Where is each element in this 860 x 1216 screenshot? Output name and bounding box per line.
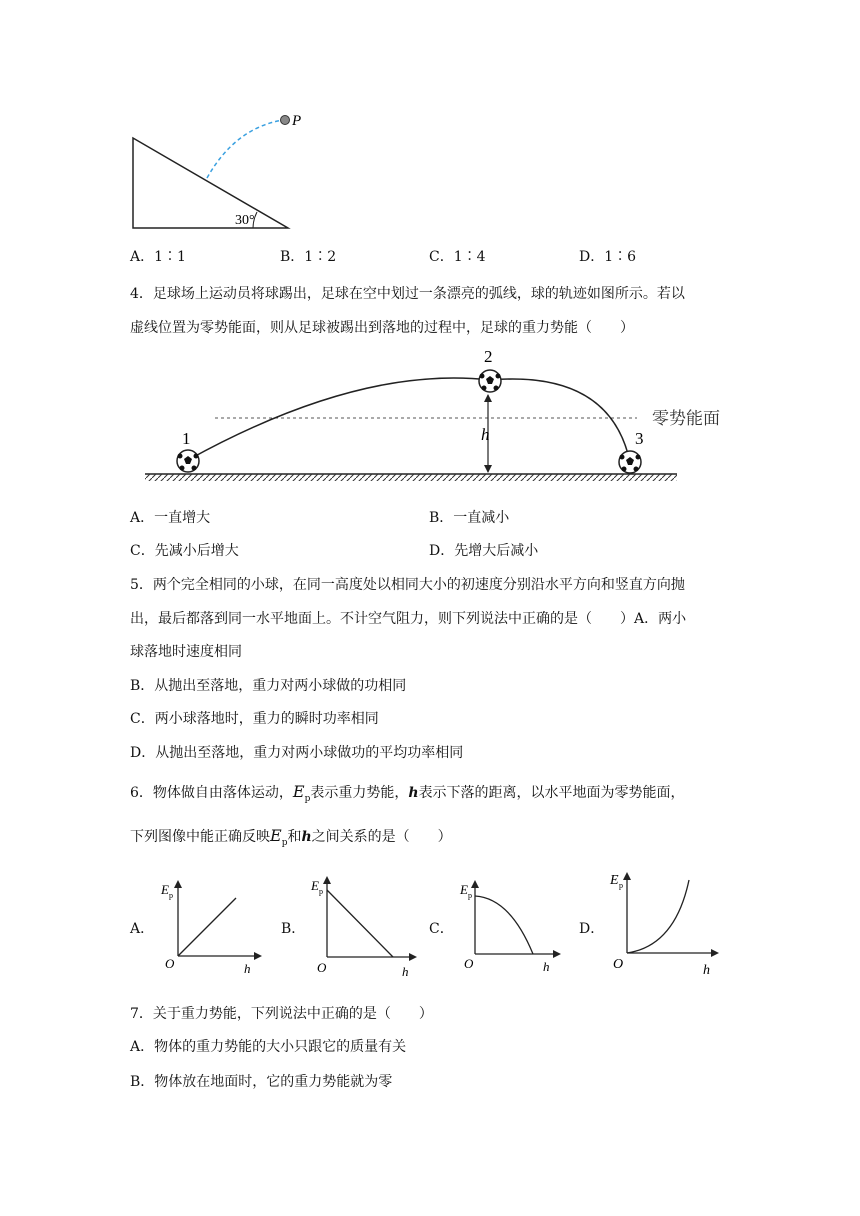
svg-text:O: O [317, 960, 327, 975]
svg-text:h: h [703, 963, 710, 978]
q5-option-c: C．两小球落地时，重力的瞬时功率相同 [130, 711, 379, 727]
q4-option-b: B．一直减小 [429, 510, 510, 526]
q4-text-line2: 虚线位置为零势能面，则从足球被踢出到落地的过程中，足球的重力势能（ ） [130, 320, 634, 336]
point-p-label: P [292, 113, 302, 129]
q6-graph-b [305, 872, 420, 980]
q6-graph-d-label: D． [579, 921, 605, 937]
ball-3 [619, 451, 641, 473]
svg-text:E: E [311, 878, 319, 893]
q5-option-d: D．从抛出至落地，重力对两小球做功的平均功率相同 [130, 745, 464, 761]
svg-text:O: O [613, 957, 624, 972]
q3-option-d: D．1∶6 [579, 249, 637, 265]
q4-option-d: D．先增大后减小 [429, 543, 539, 559]
trajectory-curve [207, 120, 283, 178]
q5-text-line3: 球落地时速度相同 [130, 644, 242, 660]
q7-option-a: A．物体的重力势能的大小只跟它的质量有关 [130, 1039, 407, 1055]
incline-figure [125, 108, 315, 233]
ball-trajectory [188, 378, 630, 462]
q4-option-a: A．一直增大 [130, 510, 211, 526]
q6-graph-b-label: B． [281, 921, 306, 937]
football-trajectory-figure [140, 340, 760, 485]
q6-graph-d [605, 868, 725, 980]
q7-text: 7．关于重力势能，下列说法中正确的是（ ） [130, 1006, 433, 1022]
q3-option-a: A．1∶1 [130, 249, 186, 265]
svg-text:h: h [244, 961, 251, 976]
svg-text:E: E [460, 882, 468, 897]
q7-option-b: B．物体放在地面时，它的重力势能就为零 [130, 1074, 393, 1090]
q3-option-c: C．1∶4 [429, 249, 486, 265]
svg-text:p: p [169, 891, 173, 900]
q6-text-line1: 6．物体做自由落体运动，$E_p$表示重力势能，h表示下落的距离，以水平地面为零势能面， [130, 782, 685, 804]
height-label: h [481, 425, 490, 444]
svg-text:O: O [165, 956, 175, 971]
q5-text-line2: 出，最后都落到同一水平地面上。不计空气阻力，则下列说法中正确的是（ ）A．两小 [130, 611, 687, 627]
q6-text-line2: 下列图像中能正确反映$E_p$和h之间关系的是（ ） [130, 826, 452, 848]
ball-2 [479, 370, 501, 392]
ball-2-label: 2 [484, 347, 493, 366]
svg-text:E: E [610, 873, 619, 888]
svg-text:h: h [543, 959, 550, 974]
point-p [281, 116, 290, 125]
svg-text:p: p [619, 881, 623, 890]
svg-text:O: O [464, 956, 474, 971]
ball-3-label: 3 [635, 429, 644, 448]
q6-graph-c [455, 876, 565, 976]
q3-option-b: B．1∶2 [280, 249, 337, 265]
q4-option-c: C．先减小后增大 [130, 543, 239, 559]
q6-graph-c-label: C． [429, 921, 454, 937]
q6-graph-a [158, 876, 268, 976]
ball-1 [177, 450, 199, 472]
q4-text-line1: 4．足球场上运动员将球踢出，足球在空中划过一条漂亮的弧线，球的轨迹如图所示。若以 [130, 286, 685, 302]
svg-text:p: p [319, 887, 323, 896]
svg-text:E: E [161, 882, 169, 897]
svg-text:p: p [468, 891, 472, 900]
angle-label: 30° [235, 213, 255, 228]
zero-plane-label: 零势能面 [652, 409, 720, 428]
q5-text-line1: 5．两个完全相同的小球，在同一高度处以相同大小的初速度分别沿水平方向和竖直方向抛 [130, 577, 685, 593]
q5-option-b: B．从抛出至落地，重力对两小球做的功相同 [130, 678, 407, 694]
ball-1-label: 1 [182, 429, 191, 448]
q6-graph-a-label: A． [130, 921, 155, 937]
svg-text:h: h [402, 964, 409, 979]
